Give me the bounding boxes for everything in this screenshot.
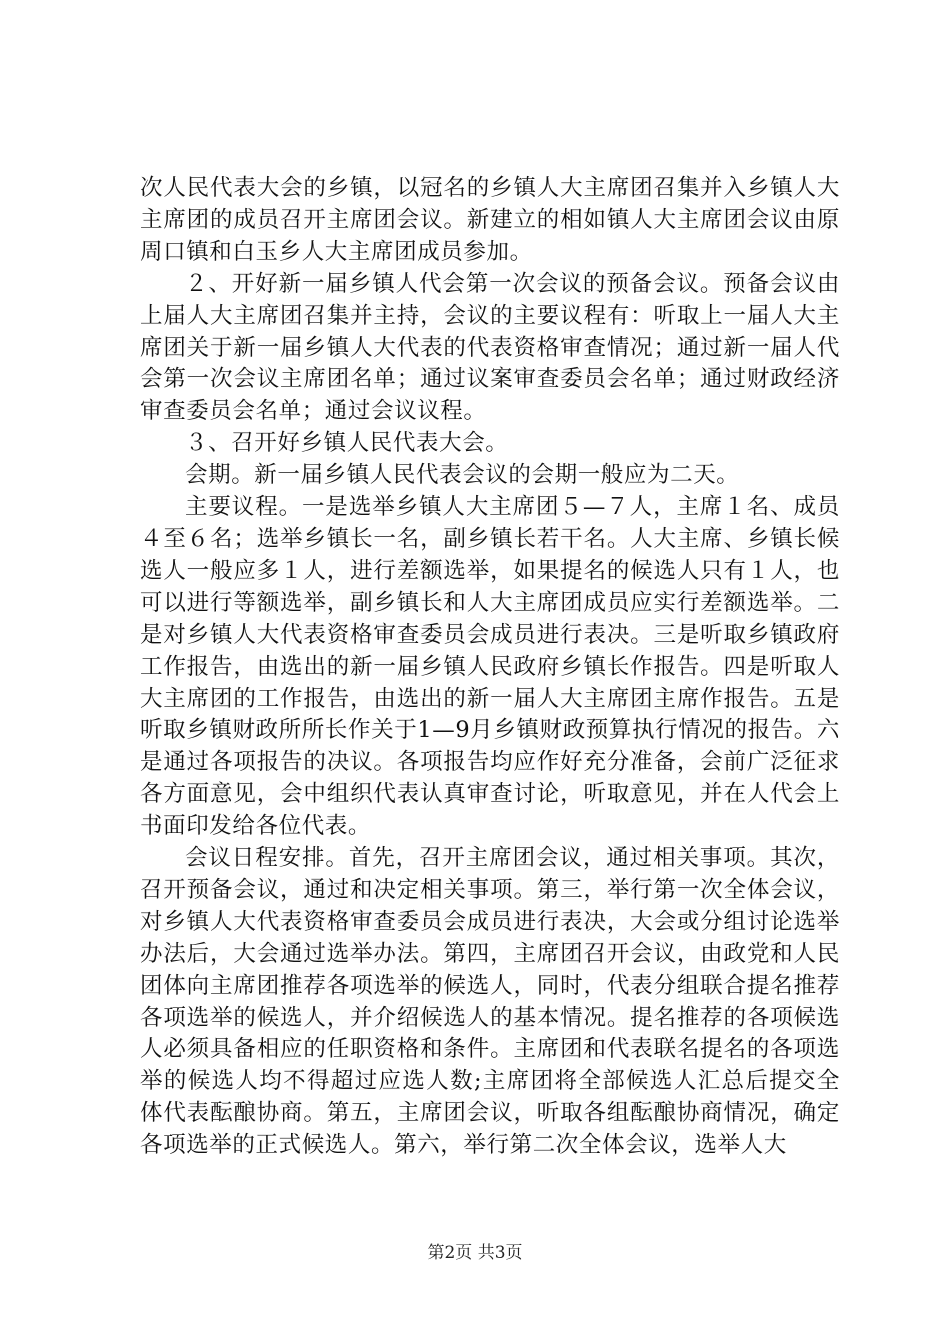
document-body <box>140 173 840 1162</box>
paragraph-session-duration: 会期。新一届乡镇人民代表会议的会期一般应为二天。 <box>185 462 740 489</box>
paragraph-congress-heading: ３、召开好乡镇人民代表大会。 <box>185 430 509 457</box>
paragraph-continuation: 次人民代表大会的乡镇，以冠名的乡镇人大主席团召集并入乡镇人大主席团的成员召开主席团会议。新建立的相如镇人大主席团会议由原周口镇和白玉乡人大主席团成员参加。 <box>140 175 840 265</box>
paragraph-meeting-schedule: 会议日程安排。首先，召开主席团会议，通过相关事项。其次，召开预备会议，通过和决定相关事项。第三，举行第一次全体会议，对乡镇人大代表资格审查委员会成员进行表决，大会或分组讨论选举办法后，大会通过选举办法。第四，主席团召开会议，由政党和人民团体向主席团推荐各项选举的候选人，同时，代表分组联合提名推荐各项选举的候选人，并介绍候选人的基本情况。提名推荐的各项候选人必须具备相应的任职资格和条件。主席团和代表联名提名的各项选举的候选人均不得超过应选人数;主席团将全部候选人汇总后提交全体代表酝酿协商。第五，主席团会议，听取各组酝酿协商情况，确定各项选举的正式候选人。第六，举行第二次全体会议，选举人大 <box>140 845 840 1159</box>
paragraph-main-agenda: 主要议程。一是选举乡镇人大主席团５—７人，主席１名、成员４至６名；选举乡镇长一名，副乡镇长若干名。人大主席、乡镇长候选人一般应多１人，进行差额选举，如果提名的候选人只有１人，也可以进行等额选举，副乡镇长和人大主席团成员应实行差额选举。二是对乡镇人大代表资格审查委员会成员进行表决。三是听取乡镇政府工作报告，由选出的新一届乡镇人民政府乡镇长作报告。四是听取人大主席团的工作报告，由选出的新一届人大主席团主席作报告。五是听取乡镇财政所所长作关于1—9月乡镇财政预算执行情况的报告。六是通过各项报告的决议。各项报告均应作好充分准备，会前广泛征求各方面意见，会中组织代表认真审查讨论，听取意见，并在人代会上书面印发给各位代表。 <box>140 494 840 840</box>
page-number-footer: 第2页 共3页 <box>427 1243 523 1263</box>
paragraph-preparatory-meeting: ２、开好新一届乡镇人代会第一次会议的预备会议。预备会议由上届人大主席团召集并主持，会议的主要议程有：听取上一届人大主席团关于新一届乡镇人大代表的代表资格审查情况；通过新一届人代会第一次会议主席团名单；通过议案审查委员会名单；通过财政经济审查委员会名单；通过会议议程。 <box>140 270 840 425</box>
